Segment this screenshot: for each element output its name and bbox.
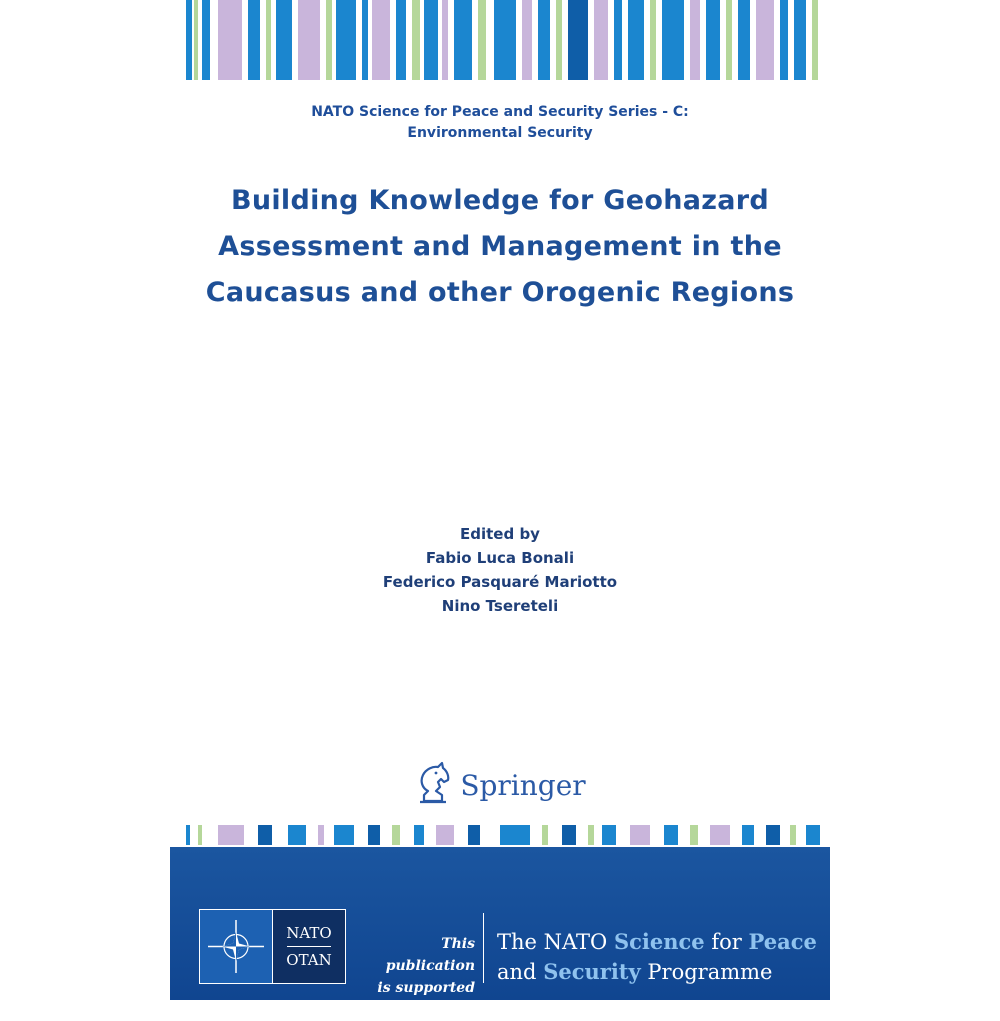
programme-text: and <box>497 960 537 984</box>
book-cover <box>170 0 830 1018</box>
programme-highlight: Science <box>613 929 705 954</box>
nato-compass-star-icon <box>200 910 273 983</box>
publisher-name: Springer <box>460 768 586 802</box>
editor-name: Nino Tsereteli <box>441 597 559 615</box>
series-name <box>170 102 830 144</box>
series-line-2: Environmental Security <box>407 125 593 141</box>
nato-logo-divider <box>287 946 331 947</box>
editor-name: Federico Pasquaré Mariotto <box>382 573 618 591</box>
title-line-2: Assessment and Management in the <box>218 231 782 262</box>
programme-text: for <box>711 930 742 954</box>
title-line-1: Building Knowledge for Geohazard <box>230 185 770 216</box>
programme-text: The NATO <box>497 930 608 954</box>
series-line-1: NATO Science for Peace and Security Series - C: <box>311 104 689 120</box>
support-statement <box>360 933 475 1021</box>
support-line-1: This publication <box>385 936 475 974</box>
nato-footer-band <box>170 847 830 1018</box>
programme-highlight: Peace <box>748 929 817 954</box>
edited-by-label: Edited by <box>460 525 540 543</box>
programme-highlight: Security <box>543 959 641 984</box>
springer-knight-icon <box>414 761 454 809</box>
nato-logo <box>199 909 346 984</box>
support-line-2: is supported by: <box>377 980 475 1018</box>
top-decorative-stripes <box>170 0 830 80</box>
book-title <box>170 178 830 316</box>
programme-text: Programme <box>647 960 773 984</box>
publisher-logo <box>170 760 830 810</box>
title-line-3: Caucasus and other Orogenic Regions <box>205 277 795 308</box>
nato-logo-text-top: NATO <box>286 924 332 942</box>
sps-programme-name <box>497 927 827 987</box>
nato-logo-text-bottom: OTAN <box>286 951 332 969</box>
editor-name: Fabio Luca Bonali <box>425 549 575 567</box>
editors-block <box>170 522 830 618</box>
bottom-decorative-stripes <box>170 825 830 845</box>
footer-divider <box>483 913 484 983</box>
